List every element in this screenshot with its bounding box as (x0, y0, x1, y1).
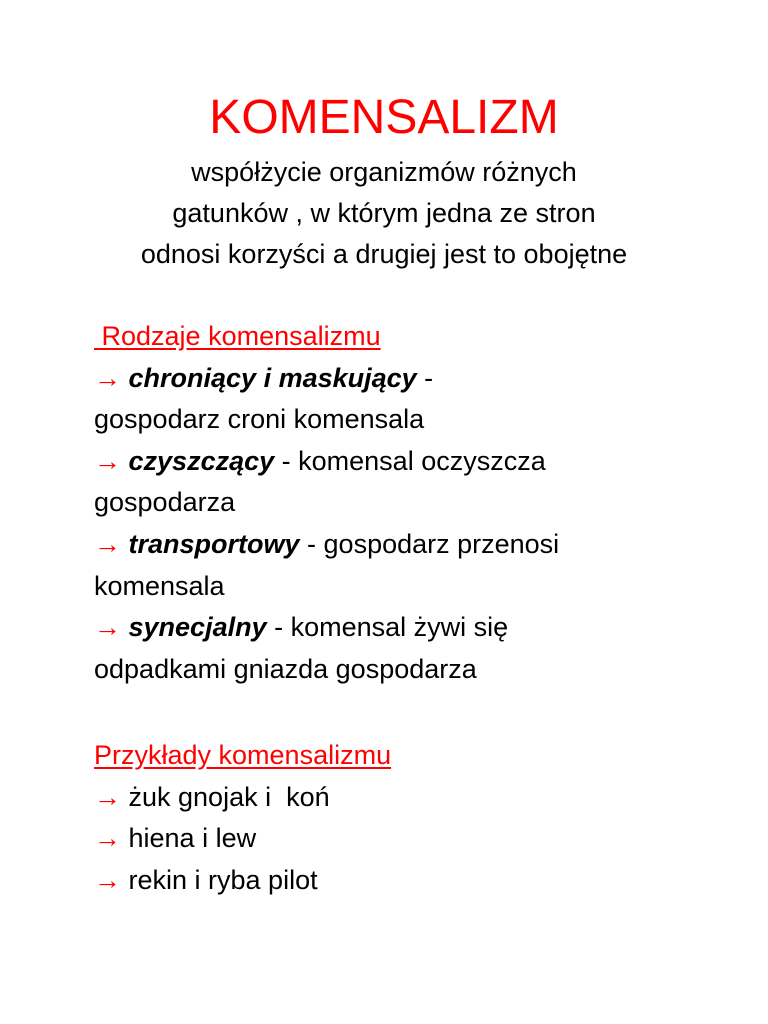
type-term: transportowy (128, 528, 300, 559)
type-description: - komensal żywi się (266, 612, 509, 643)
type-item (94, 607, 734, 649)
arrow-icon: → (94, 362, 121, 393)
type-continuation: komensala (94, 570, 225, 601)
type-description: - (416, 362, 434, 393)
examples-heading: Przykłady komensalizmu (94, 740, 392, 770)
type-term: chroniący i maskujący (128, 362, 417, 393)
type-item (94, 524, 734, 566)
types-heading: Rodzaje komensalizmu (94, 321, 381, 351)
example-text: żuk gnojak i koń (121, 781, 330, 812)
arrow-icon: → (94, 781, 121, 812)
example-item (94, 777, 734, 819)
type-item (94, 441, 734, 483)
definition-paragraph (60, 152, 708, 275)
definition-line: odnosi korzyści a drugiej jest to obojętne (140, 239, 628, 269)
example-item (94, 818, 734, 860)
type-description: - komensal oczyszcza (274, 445, 546, 476)
type-continuation: odpadkami gniazda gospodarza (94, 653, 477, 684)
arrow-icon: → (94, 823, 121, 854)
type-term: czyszczący (128, 445, 275, 476)
types-section (94, 316, 734, 690)
arrow-icon: → (94, 864, 121, 895)
examples-section (94, 735, 734, 901)
type-continuation: gospodarza (94, 487, 236, 518)
arrow-icon: → (94, 445, 121, 476)
arrow-icon: → (94, 528, 121, 559)
definition-line: współżycie organizmów różnych (191, 157, 577, 187)
example-text: hiena i lew (121, 823, 257, 854)
definition-line: gatunków , w którym jedna ze stron (172, 198, 596, 228)
type-item (94, 358, 734, 400)
example-text: rekin i ryba pilot (121, 864, 318, 895)
type-description: - gospodarz przenosi (299, 528, 560, 559)
arrow-icon: → (94, 612, 121, 643)
type-continuation: gospodarz croni komensala (94, 404, 425, 435)
type-term: synecjalny (128, 612, 267, 643)
page-title: KOMENSALIZM (209, 91, 559, 144)
example-item (94, 860, 734, 902)
